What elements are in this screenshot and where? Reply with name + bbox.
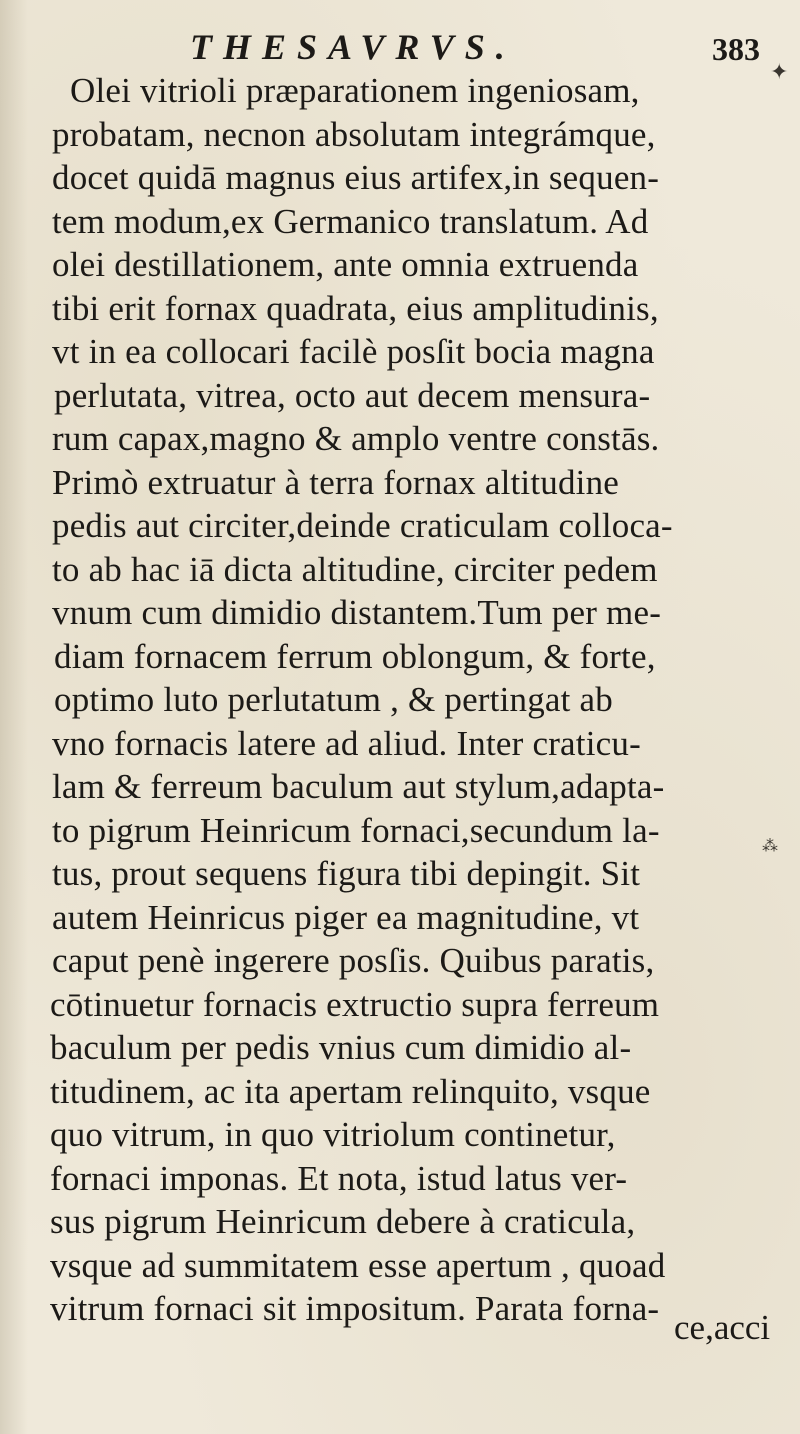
text-line: to ab hac iā dicta altitudine, circiter pedem	[52, 549, 658, 589]
text-line: to pigrum Heinricum fornaci,secundum la-	[52, 810, 660, 850]
text-line: docet quidā magnus eius artifex,in sequen-	[52, 158, 660, 197]
text-line: vt in ea collocari facilè posſit bocia magna	[52, 332, 655, 371]
text-line: autem Heinricus piger ea magnitudine, vt	[52, 897, 640, 937]
text-line: vsque ad summitatem esse apertum , quoad	[50, 1245, 666, 1285]
text-line: titudinem, ac ita apertam relinquito, vsque	[50, 1071, 651, 1111]
gutter-shadow	[0, 0, 28, 1434]
text-line: tus, prout sequens figura tibi depingit. Sit	[52, 854, 641, 893]
text-line: fornaci imponas. Et nota, istud latus ver-	[50, 1158, 628, 1198]
text-line: rum capax,magno & amplo ventre constās.	[52, 419, 660, 458]
text-line: baculum per pedis vnius cum dimidio al-	[50, 1028, 632, 1067]
text-line: cōtinuetur fornacis extructio supra ferreum	[50, 984, 660, 1024]
text-line: vitrum fornaci sit impositum. Parata forna-	[50, 1289, 660, 1328]
text-line: sus pigrum Heinricum debere à craticula,	[50, 1202, 636, 1241]
text-line: caput penè ingerere posſis. Quibus paratis,	[52, 941, 655, 980]
text-line: vno fornacis latere ad aliud. Inter craticu-	[52, 723, 641, 763]
text-line: Olei vitrioli præparationem ingeniosam,	[70, 71, 640, 110]
ink-mark: ⁂	[762, 836, 778, 855]
text-line: perlutata, vitrea, octo aut decem mensura-	[54, 375, 651, 415]
running-title: THESAVRVS.	[190, 27, 516, 67]
text-line: lam & ferreum baculum aut stylum,adapta-	[52, 767, 665, 806]
text-line: diam fornacem ferrum oblongum, & forte,	[54, 636, 656, 676]
text-line: tibi erit fornax quadrata, eius amplitudinis,	[52, 288, 659, 328]
text-line: vnum cum dimidio distantem.Tum per me-	[52, 593, 662, 632]
text-line: pedis aut circiter,deinde craticulam colloca-	[52, 506, 673, 545]
text-line: quo vitrum, in quo vitriolum continetur,	[50, 1115, 616, 1154]
text-line: probatam, necnon absolutam integrámque,	[52, 114, 656, 154]
text-line: tem modum,ex Germanico translatum. Ad	[52, 201, 649, 241]
catchword: ce,acci	[674, 1308, 771, 1347]
text-line: olei destillationem, ante omnia extruenda	[52, 245, 639, 284]
ink-mark: ✦	[770, 60, 789, 85]
page-header	[0, 22, 800, 72]
text-line: optimo luto perlutatum , & pertingat ab	[54, 680, 613, 719]
page-number: 383	[712, 31, 760, 67]
text-line: Primò extruatur à terra fornax altitudine	[52, 462, 620, 502]
